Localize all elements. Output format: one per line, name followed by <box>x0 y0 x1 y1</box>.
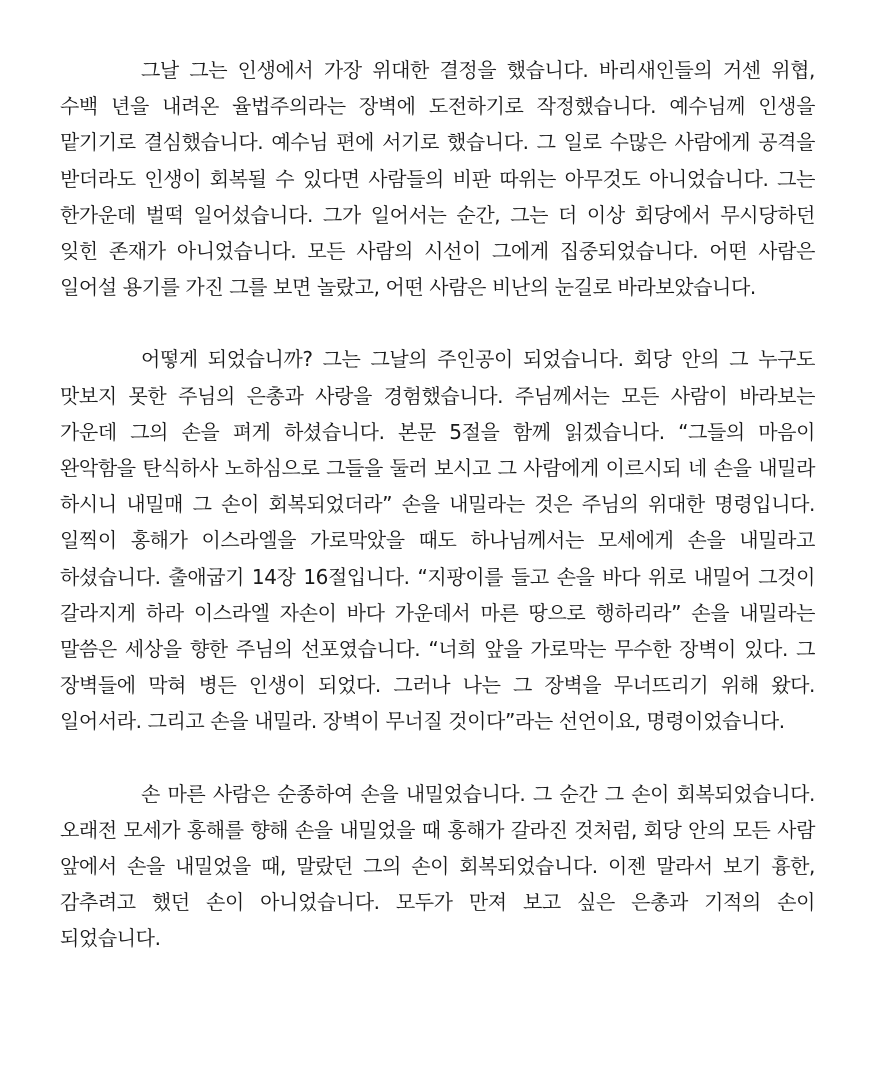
paragraph-1: 그날 그는 인생에서 가장 위대한 결정을 했습니다. 바리새인들의 거센 위협, 수백 년을 내려온 율법주의라는 장벽에 도전하기로 작정했습니다. 예수님께 인생을 맡기기로 결심했습니다. 예수님 편에 서기로 했습니다. 그 일로 수많은 사람에게 공격을 받더라도 인생이 회복될 수 있다면 사람들의 비판 따위는 아무것도 아니었습니다. 그는 한가운데 벌떡 일어섰습니다. 그가 일어서는 순간, 그는 더 이상 회당에서 무시당하던 잊힌 존재가 아니었습니다. 모든 사람의 시선이 그에게 집중되었습니다. 어떤 사람은 일어설 용기를 가진 그를 보면 놀랐고, 어떤 사람은 비난의 눈길로 바라보았습니다. <box>60 58 815 300</box>
document-page <box>60 52 815 957</box>
paragraph-3: 손 마른 사람은 순종하여 손을 내밀었습니다. 그 순간 그 손이 회복되었습니다. 오래전 모세가 홍해를 향해 손을 내밀었을 때 홍해가 갈라진 것처럼, 회당 안의 모든 사람 앞에서 손을 내밀었을 때, 말랐던 그의 손이 회복되었습니다. 이젠 말라서 보기 흉한, 감추려고 했던 손이 아니었습니다. 모두가 만져 보고 싶은 은총과 기적의 손이 되었습니다. <box>60 781 815 951</box>
paragraph-2: 어떻게 되었습니까? 그는 그날의 주인공이 되었습니다. 회당 안의 그 누구도 맛보지 못한 주님의 은총과 사랑을 경험했습니다. 주님께서는 모든 사람이 바라보는 가운데 그의 손을 펴게 하셨습니다. 본문 5절을 함께 읽겠습니다. “그들의 마음이 완악함을 탄식하사 노하심으로 그들을 둘러 보시고 그 사람에게 이르시되 네 손을 내밀라 하시니 내밀매 그 손이 회복되었더라” 손을 내밀라는 것은 주님의 위대한 명령입니다. 일찍이 홍해가 이스라엘을 가로막았을 때도 하나님께서는 모세에게 손을 내밀라고 하셨습니다. 출애굽기 14장 16절입니다. “지팡이를 들고 손을 바다 위로 내밀어 그것이 갈라지게 하라 이스라엘 자손이 바다 가운데서 마른 땅으로 행하리라” 손을 내밀라는 말씀은 세상을 향한 주님의 선포였습니다. “너희 앞을 가로막는 무수한 장벽이 있다. 그 장벽들에 막혀 병든 인생이 되었다. 그러나 나는 그 장벽을 무너뜨리기 위해 왔다. 일어서라. 그리고 손을 내밀라. 장벽이 무너질 것이다”라는 선언이요, 명령이었습니다. <box>60 347 815 734</box>
